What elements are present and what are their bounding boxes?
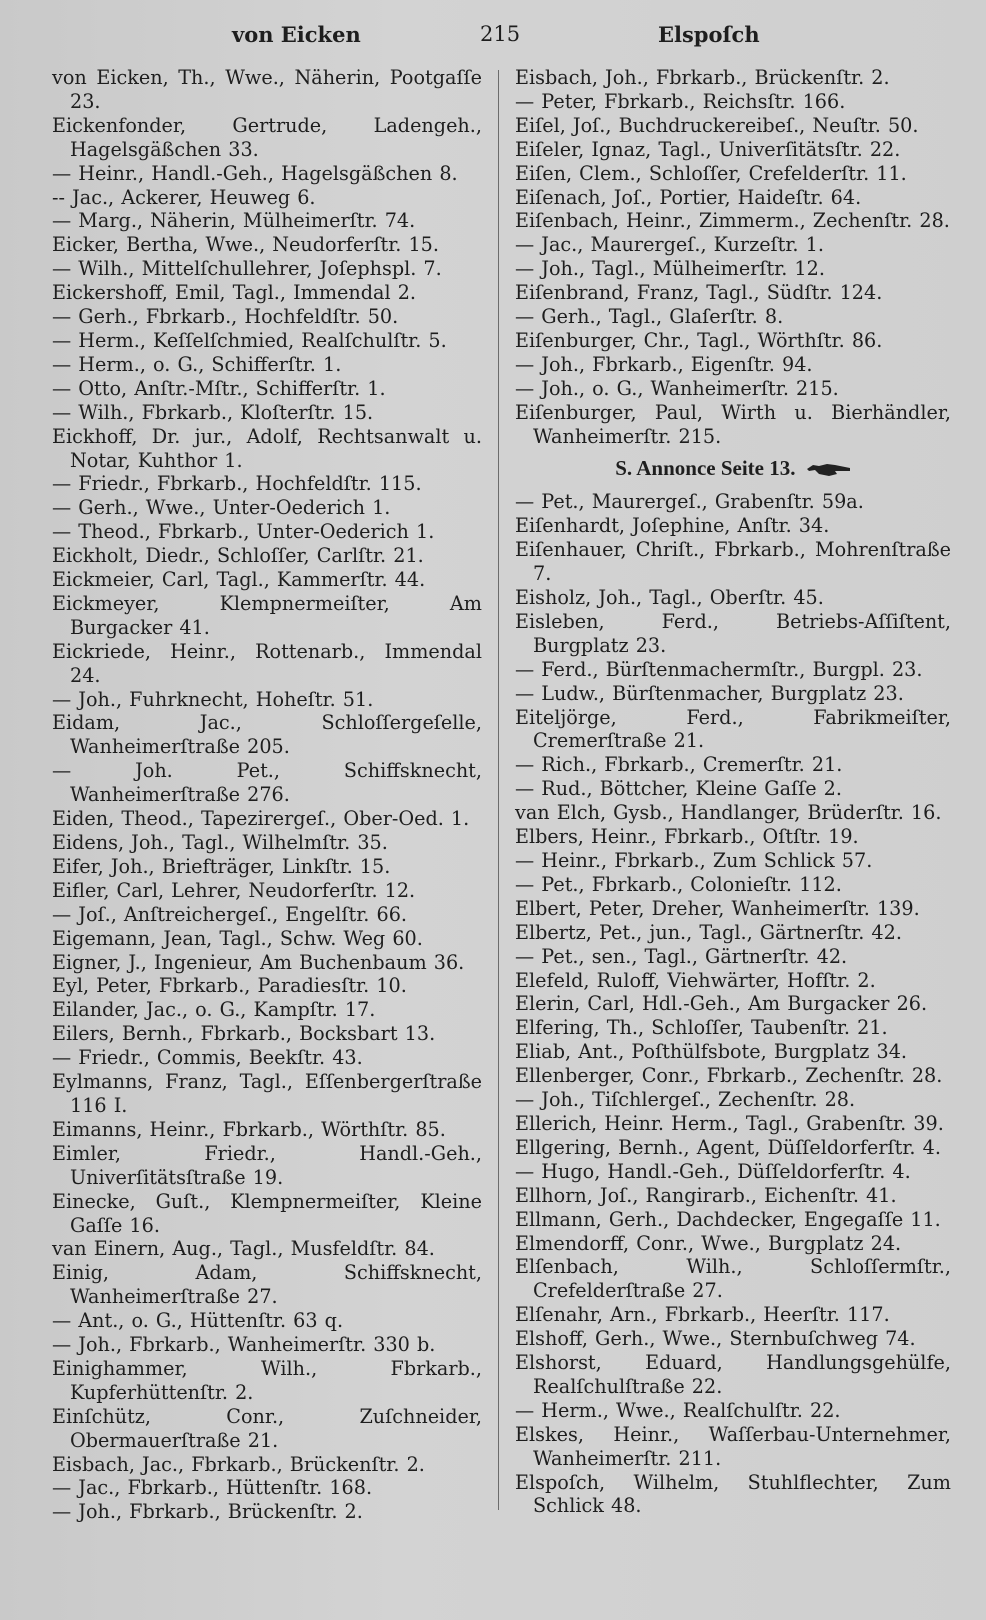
directory-entry: — Herm., Wwe., Realſchulſtr. 22. [515, 1398, 841, 1422]
directory-entry: — Heinr., Fbrkarb., Zum Schlick 57. [515, 849, 873, 872]
directory-entry: — Hugo, Handl.-Geh., Düſſeldorferſtr. 4. [515, 1159, 911, 1183]
directory-entry: — Wilh., Fbrkarb., Kloſterſtr. 15. [52, 400, 374, 424]
right-column-top [515, 66, 951, 449]
directory-entry: — Gerh., Fbrkarb., Hochfeldſtr. 50. [52, 305, 399, 329]
directory-entry: Ellmann, Gerh., Dachdecker, Engegaſſe 11. [515, 1207, 941, 1231]
header-right-keyword: Elspoſch [658, 22, 760, 47]
directory-entry: — Joh. Pet., Schiffsknecht, Wanheimerſtraße 276. [52, 759, 482, 807]
directory-entry: Eiſel, Joſ., Buchdruckereibeſ., Neuſtr. 50. [515, 113, 919, 137]
directory-entry: Eigner, J., Ingenieur, Am Buchenbaum 36. [52, 950, 465, 974]
directory-entry: Eidam, Jac., Schloſſergeſelle, Wanheimerſtraße 205. [52, 711, 482, 759]
directory-entry: Eickmeier, Carl, Tagl., Kammerſtr. 44. [52, 568, 426, 592]
directory-entry: — Joh., Fuhrknecht, Hoheſtr. 51. [52, 687, 374, 711]
directory-entry: Elspoſch, Wilhelm, Stuhlflechter, Zum Schlick 48. [515, 1470, 951, 1518]
directory-entry: Eisleben, Ferd., Betriebs-Aſſiſtent, Burgplatz 23. [515, 609, 951, 657]
directory-entry: Elbertz, Pet., jun., Tagl., Gärtnerſtr. 42. [515, 920, 902, 944]
directory-entry: Eimler, Friedr., Handl.-Geh., Univerſitätsſtraße 19. [52, 1141, 482, 1189]
directory-entry: Elſenahr, Arn., Fbrkarb., Heerſtr. 117. [515, 1303, 890, 1327]
directory-entry: Elskes, Heinr., Waſſerbau-Unternehmer, Wanheimerſtr. 211. [515, 1422, 951, 1470]
directory-entry: Einecke, Guſt., Klempnermeiſter, Kleine Gaſſe 16. [52, 1189, 482, 1237]
directory-entry: — Friedr., Commis, Beekſtr. 43. [52, 1046, 363, 1070]
directory-entry: Eisbach, Joh., Fbrkarb., Brückenſtr. 2. [515, 66, 890, 89]
directory-entry: — Joh., Tagl., Mülheimerſtr. 12. [515, 257, 825, 281]
directory-entry: Elfering, Th., Schloſſer, Taubenſtr. 21. [515, 1016, 888, 1040]
directory-entry: Eylmanns, Franz, Tagl., Eſſenbergerſtraße 116 I. [52, 1070, 482, 1117]
directory-entry: Eisbach, Jac., Fbrkarb., Brückenſtr. 2. [52, 1452, 425, 1476]
directory-entry: — Peter, Fbrkarb., Reichsſtr. 166. [515, 89, 846, 113]
directory-entry: — Joh., Fbrkarb., Brückenſtr. 2. [52, 1500, 363, 1524]
page-number: 215 [480, 22, 521, 46]
directory-entry: Ellhorn, Joſ., Rangirarb., Eichenſtr. 41. [515, 1183, 897, 1207]
directory-entry: Elmendorff, Conr., Wwe., Burgplatz 24. [515, 1231, 902, 1255]
directory-entry: — Marg., Näherin, Mülheimerſtr. 74. [52, 209, 416, 233]
directory-entry: — Rud., Böttcher, Kleine Gaſſe 2. [515, 777, 842, 801]
directory-entry: — Pet., Fbrkarb., Colonieſtr. 112. [515, 872, 842, 896]
directory-entry: Eisholz, Joh., Tagl., Oberſtr. 45. [515, 586, 824, 610]
directory-entry: Elbert, Peter, Dreher, Wanheimerſtr. 139. [515, 896, 920, 920]
directory-entry: — Herm., o. G., Schifferſtr. 1. [52, 352, 342, 376]
directory-entry: Eigemann, Jean, Tagl., Schw. Weg 60. [52, 926, 423, 950]
directory-entry: Eilander, Jac., o. G., Kampſtr. 17. [52, 998, 376, 1022]
directory-entry: — Pet., sen., Tagl., Gärtnerſtr. 42. [515, 944, 848, 968]
right-column [515, 66, 951, 1518]
directory-entry: — Rich., Fbrkarb., Cremerſtr. 21. [515, 753, 843, 777]
directory-entry: Eimanns, Heinr., Fbrkarb., Wörthſtr. 85. [52, 1117, 446, 1141]
directory-entry: Eiſenach, Joſ., Portier, Haideſtr. 64. [515, 185, 862, 209]
directory-entry: — Heinr., Handl.-Geh., Hagelsgäßchen 8. [52, 161, 458, 185]
directory-entry: — Joh., o. G., Wanheimerſtr. 215. [515, 376, 839, 400]
directory-entry: — Jac., Fbrkarb., Hüttenſtr. 168. [52, 1476, 373, 1500]
directory-entry: Eifler, Carl, Lehrer, Neudorferſtr. 12. [52, 878, 416, 902]
directory-entry: Eickholt, Diedr., Schloſſer, Carlſtr. 21. [52, 544, 424, 568]
directory-entry: Eyl, Peter, Fbrkarb., Paradiesſtr. 10. [52, 974, 407, 998]
directory-entry: Elshoff, Gerh., Wwe., Sternbuſchweg 74. [515, 1327, 916, 1351]
directory-entry: Eiſenbach, Heinr., Zimmerm., Zechenſtr. 28. [515, 209, 950, 233]
directory-entry: Einig, Adam, Schiffsknecht, Wanheimerſtraße 27. [52, 1261, 482, 1309]
directory-entry: Eiſenburger, Chr., Tagl., Wörthſtr. 86. [515, 328, 883, 352]
directory-entry: Ellerich, Heinr. Herm., Tagl., Grabenſtr. 39. [515, 1111, 944, 1135]
pointing-hand-icon [805, 462, 851, 478]
directory-entry: Eiſen, Clem., Schloſſer, Crefelderſtr. 11. [515, 161, 907, 185]
directory-entry: Eiſenbrand, Franz, Tagl., Südſtr. 124. [515, 281, 883, 305]
directory-entry: Ellenberger, Conr., Fbrkarb., Zechenſtr. 28. [515, 1064, 943, 1088]
annonce-text: S. Annonce Seite 13. [615, 455, 796, 480]
directory-entry: Eiſeler, Ignaz, Tagl., Univerſitätsſtr. 22. [515, 137, 901, 161]
directory-entry: — Wilh., Mittelſchullehrer, Joſephspl. 7. [52, 257, 442, 281]
page-header [52, 18, 952, 52]
directory-entry: — Gerh., Tagl., Glaſerſtr. 8. [515, 305, 784, 329]
directory-entry: — Herm., Keſſelſchmied, Realſchulſtr. 5. [52, 328, 447, 352]
directory-entry: -- Jac., Ackerer, Heuweg 6. [52, 185, 316, 209]
directory-entry: — Otto, Anſtr.-Mſtr., Schifferſtr. 1. [52, 376, 386, 400]
directory-entry: Eickershoff, Emil, Tagl., Immendal 2. [52, 281, 417, 305]
directory-entry: Eiſenhardt, Joſephine, Anſtr. 34. [515, 514, 830, 538]
directory-entry: Eicker, Bertha, Wwe., Neudorferſtr. 15. [52, 233, 439, 257]
directory-entry: — Theod., Fbrkarb., Unter-Oederich 1. [52, 520, 435, 544]
directory-entry: Ellgering, Bernh., Agent, Düſſeldorferſtr. 4. [515, 1135, 941, 1159]
directory-entry: von Eicken, Th., Wwe., Näherin, Pootgaſſe 23. [52, 66, 482, 113]
directory-entry: Eickmeyer, Klempnermeiſter, Am Burgacker 41. [52, 591, 482, 639]
directory-entry: van Einern, Aug., Tagl., Musfeldſtr. 84. [52, 1237, 435, 1261]
directory-entry: Eiſenburger, Paul, Wirth u. Bierhändler, Wanheimerſtr. 215. [515, 400, 951, 448]
directory-entry: — Joh., Fbrkarb., Wanheimerſtr. 330 b. [52, 1333, 436, 1357]
right-column-bottom [515, 490, 951, 1518]
directory-entry: — Ludw., Bürſtenmacher, Burgplatz 23. [515, 681, 904, 705]
directory-entry: Eidens, Joh., Tagl., Wilhelmſtr. 35. [52, 831, 388, 854]
directory-entry: Eliab, Ant., Poſthülfsbote, Burgplatz 34. [515, 1040, 908, 1064]
directory-entry: Elefeld, Ruloff, Viehwärter, Hofſtr. 2. [515, 968, 876, 992]
directory-entry: Elerin, Carl, Hdl.-Geh., Am Burgacker 26. [515, 992, 928, 1016]
directory-entry: Eifer, Joh., Briefträger, Linkſtr. 15. [52, 854, 391, 878]
directory-entry: Eiteljörge, Ferd., Fabrikmeiſter, Cremerſtraße 21. [515, 705, 951, 753]
directory-entry: Eiſenhauer, Chriſt., Fbrkarb., Mohrenſtraße 7. [515, 538, 951, 586]
directory-entry: — Joh., Tiſchlergeſ., Zechenſtr. 28. [515, 1088, 856, 1112]
header-left-keyword: von Eicken [232, 22, 361, 47]
directory-entry: — Ferd., Bürſtenmachermſtr., Burgpl. 23. [515, 657, 923, 681]
directory-entry: Einighammer, Wilh., Fbrkarb., Kupferhüttenſtr. 2. [52, 1356, 482, 1404]
annonce-note [515, 457, 951, 481]
directory-entry: — Jac., Maurergeſ., Kurzeſtr. 1. [515, 233, 824, 257]
directory-entry: — Ant., o. G., Hüttenſtr. 63 q. [52, 1309, 344, 1333]
directory-entry: Eiden, Theod., Tapezirergeſ., Ober-Oed. 1. [52, 807, 470, 831]
directory-entry: — Friedr., Fbrkarb., Hochfeldſtr. 115. [52, 472, 422, 496]
directory-entry: Eilers, Bernh., Fbrkarb., Bocksbart 13. [52, 1022, 436, 1046]
left-column [52, 66, 482, 1524]
directory-entry: Eickriede, Heinr., Rottenarb., Immendal 24. [52, 639, 482, 687]
directory-entry: van Elch, Gysb., Handlanger, Brüderſtr. 16. [515, 801, 942, 825]
directory-entry: — Joh., Fbrkarb., Eigenſtr. 94. [515, 352, 813, 376]
directory-entry: Eickhoff, Dr. jur., Adolf, Rechtsanwalt u. Notar, Kuhthor 1. [52, 424, 482, 472]
column-divider [498, 70, 499, 1510]
directory-entry: — Gerh., Wwe., Unter-Oederich 1. [52, 496, 391, 520]
directory-entry: Eickenfonder, Gertrude, Ladengeh., Hagelsgäßchen 33. [52, 113, 482, 161]
directory-entry: Elshorst, Eduard, Handlungsgehülfe, Realſchulſtraße 22. [515, 1351, 951, 1398]
directory-entry: — Joſ., Anſtreichergeſ., Engelſtr. 66. [52, 902, 408, 926]
directory-entry: Elbers, Heinr., Fbrkarb., Oſtſtr. 19. [515, 825, 859, 849]
directory-entry: Einſchütz, Conr., Zuſchneider, Obermauerſtraße 21. [52, 1404, 482, 1452]
directory-entry: — Pet., Maurergeſ., Grabenſtr. 59a. [515, 490, 864, 514]
directory-entry: Elſenbach, Wilh., Schloſſermſtr., Crefelderſtraße 27. [515, 1255, 951, 1303]
